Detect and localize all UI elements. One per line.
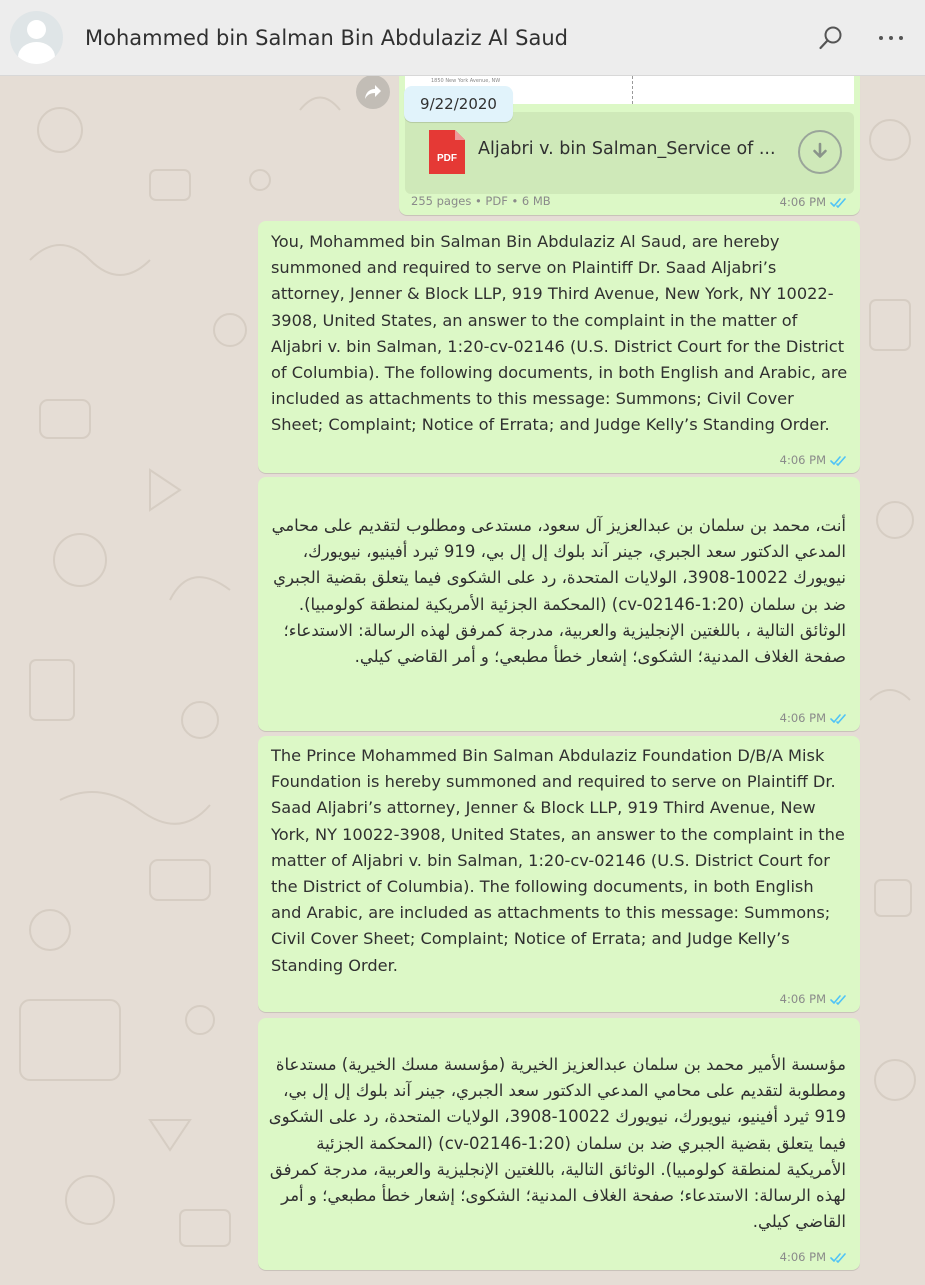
- message-meta: [780, 195, 848, 209]
- message-time: 4:06 PM: [779, 195, 826, 209]
- pdf-icon: [429, 130, 465, 174]
- download-icon: [811, 142, 829, 162]
- attachment-message[interactable]: [399, 76, 860, 215]
- file-attachment-row[interactable]: [405, 112, 854, 194]
- message-bubble[interactable]: [258, 1018, 860, 1270]
- message-time: 4:06 PM: [779, 711, 826, 725]
- default-avatar-icon[interactable]: [10, 11, 63, 64]
- message-meta: [780, 992, 848, 1006]
- more-icon: [877, 33, 905, 43]
- message-text: The Prince Mohammed Bin Salman Abdulaziz Foundation D/B/A Misk Foundation is hereby summoned and required to serve on Plaintiff Dr. Saad Aljabri’s attorney, Jenner & Block LLP, 919 Third Avenue, New York, NY 10022-3908, United States, an answer to the complaint in the matter of Aljabri v. bin Salman, 1:20-cv-02146 (U.S. District Court for the District of Columbia). The following documents, in both English and Arabic, are included as attachments to this message: Summons; Civil Cover Sheet; Complaint; Notice of Errata; and Judge Kelly’s Standing Order.: [271, 746, 845, 975]
- message-text-arabic: أنت، محمد بن سلمان بن عبدالعزيز آل سعود، مستدعى ومطلوب لتقديم على محامي المدعي الدكتور سعد الجبري، جينر آند بلوك إل إل بي، 919 ثيرد أفينيو، نيويورك، نيويورك 10022-3908، الولايات المتحدة، رد على الشكوى فيما يتعلق بقضية الجبري ضد بن سلمان (cv-02146-1:20) (المحكمة الجزئية الأمريكية لمنطقة كولومبيا). الوثائق التالية ، باللغتين الإنجليزية والعربية، مدرجة كمرفق لهذه الرسالة: الاستدعاء؛ صفحة الغلاف المدنية؛ الشكوى؛ إشعار خطأ مطبعي؛ و أمر القاضي كيلي.: [271, 516, 846, 667]
- double-check-icon: [830, 1252, 848, 1263]
- message-meta: [780, 453, 848, 467]
- date-divider: 9/22/2020: [404, 86, 513, 122]
- double-check-icon: [830, 197, 848, 208]
- message-bubble[interactable]: [258, 736, 860, 1012]
- download-button[interactable]: [798, 130, 842, 174]
- more-options-button[interactable]: [871, 18, 911, 58]
- double-check-icon: [830, 455, 848, 466]
- message-time: 4:06 PM: [779, 992, 826, 1006]
- chat-header: [0, 0, 925, 76]
- search-button[interactable]: [811, 18, 851, 58]
- preview-divider: [632, 76, 634, 104]
- message-text-arabic: مؤسسة الأمير محمد بن سلمان عبدالعزيز الخيرية (مؤسسة مسك الخيرية) مستدعاة ومطلوبة لتقديم على محامي المدعي الدكتور سعد الجبري، جينر آند بلوك إل إل بي، 919 ثيرد أفينيو، نيويورك، نيويورك 10022-3908، الولايات المتحدة، رد على الشكوى فيما يتعلق بقضية الجبري ضد بن سلمان (cv-02146-1:20) (المحكمة الجزئية الأمريكية لمنطقة كولومبيا). الوثائق التالية، باللغتين الإنجليزية والعربية، مدرجة كمرفق لهذه الرسالة: الاستدعاء؛ صفحة الغلاف المدنية؛ الشكوى؛ إشعار خطأ مطبعي؛ و أمر القاضي كيلي.: [268, 1055, 846, 1232]
- message-text: You, Mohammed bin Salman Bin Abdulaziz Al Saud, are hereby summoned and required to serve on Plaintiff Dr. Saad Aljabri’s attorney, Jenner & Block LLP, 919 Third Avenue, New York, NY 10022-3908, United States, an answer to the complaint in the matter of Aljabri v. bin Salman, 1:20-cv-02146 (U.S. District Court for the District of Columbia). The following documents, in both English and Arabic, are included as attachments to this message: Summons; Civil Cover Sheet; Complaint; Notice of Errata; and Judge Kelly’s Standing Order.: [271, 232, 848, 435]
- search-icon: [817, 24, 845, 52]
- message-bubble[interactable]: [258, 477, 860, 731]
- file-name[interactable]: Aljabri v. bin Salman_Service of ...: [478, 139, 776, 159]
- header-actions: [791, 0, 911, 76]
- forward-button[interactable]: [356, 75, 390, 109]
- file-info: 255 pages • PDF • 6 MB: [411, 194, 551, 208]
- message-time: 4:06 PM: [779, 1250, 826, 1264]
- message-meta: [780, 711, 848, 725]
- pdf-badge-label: PDF: [437, 153, 457, 164]
- avatar-head: [27, 20, 46, 39]
- message-bubble[interactable]: [258, 221, 860, 473]
- double-check-icon: [830, 713, 848, 724]
- forward-icon: [364, 84, 382, 100]
- contact-name[interactable]: Mohammed bin Salman Bin Abdulaziz Al Saud: [85, 25, 569, 50]
- double-check-icon: [830, 994, 848, 1005]
- preview-text-line: 1850 New York Avenue, NW: [431, 78, 501, 84]
- avatar-body: [18, 42, 55, 64]
- message-meta: [780, 1250, 848, 1264]
- message-time: 4:06 PM: [779, 453, 826, 467]
